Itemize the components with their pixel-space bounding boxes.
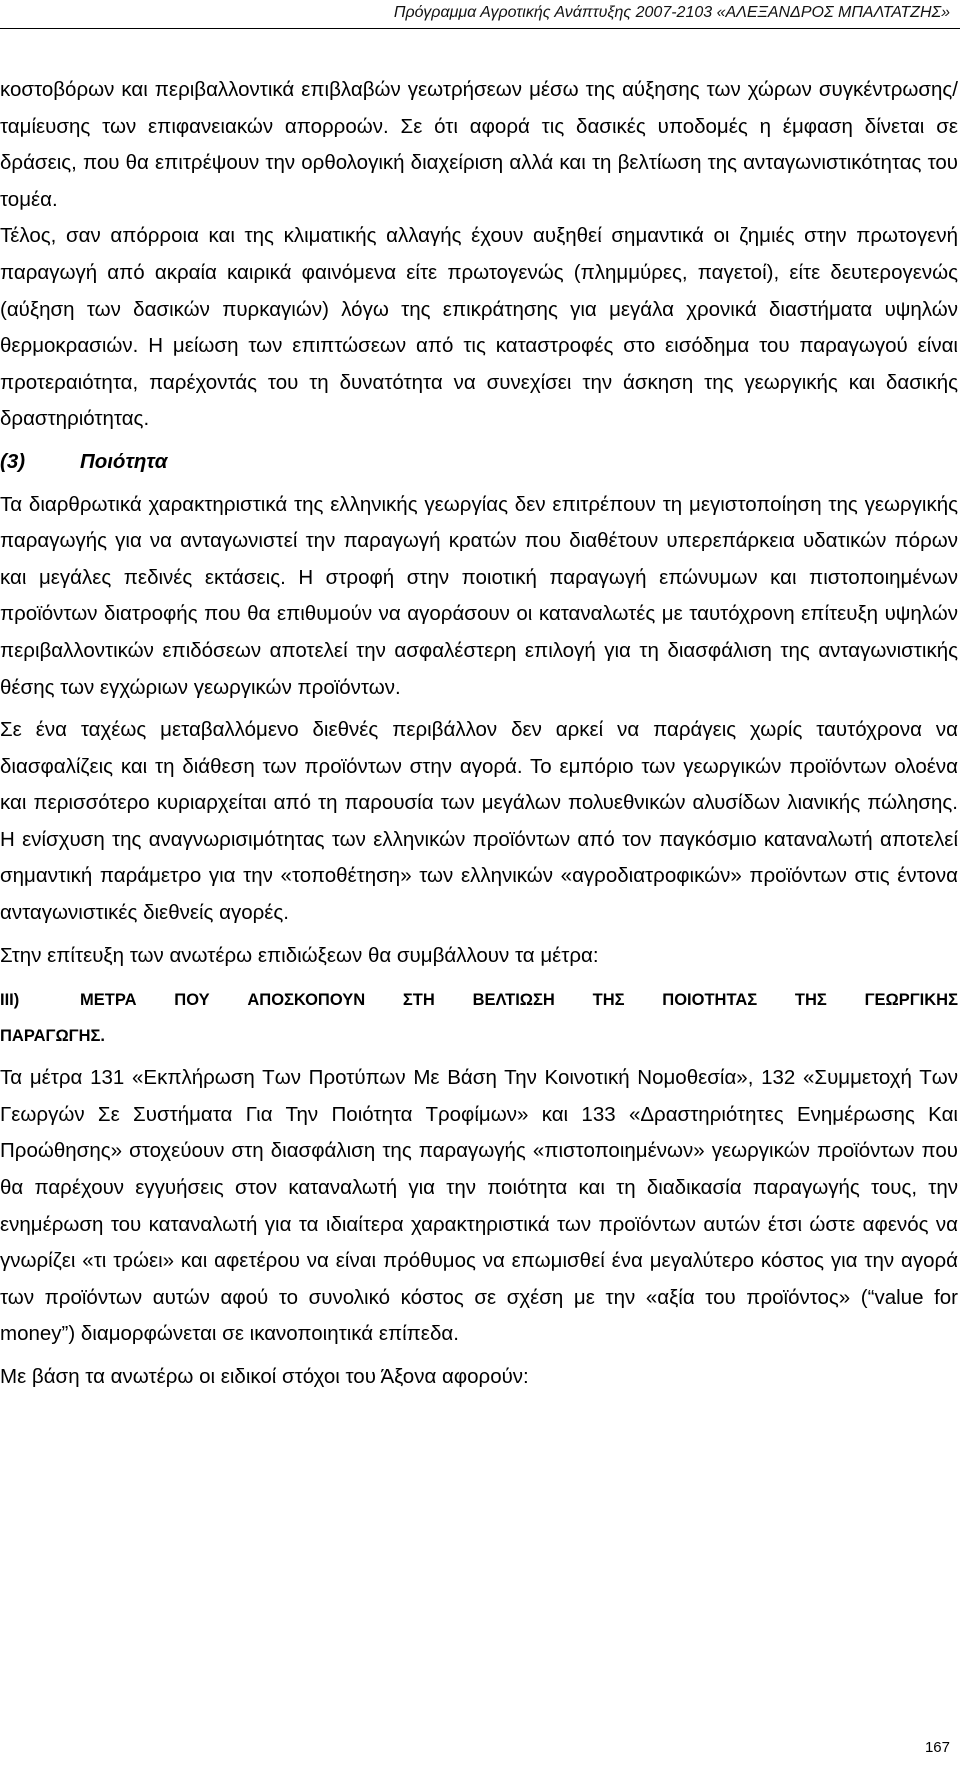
paragraph-irrigation: κοστοβόρων και περιβαλλοντικά επιβλαβών γεωτρήσεων μέσω της αύξησης των χώρων συγκέντρωσης/ ταμίευσης των επιφανειακών απορροών. Σε ότι αφορά τις δασικές υποδομές η έμφαση δίνεται σε δράσεις, που θα επιτρέψουν την ορθολογική διαχείριση αλλά και τη βελτίωση της ανταγωνιστικότητας του τομέα.	[0, 78, 958, 211]
measure-word: ΜΕΤΡΑ	[80, 991, 137, 1010]
measure-word: ΒΕΛΤΙΩΣΗ	[472, 991, 555, 1010]
measure-word: ΤΗΣ	[592, 991, 625, 1010]
paragraph-measures-131-133: Τα μέτρα 131 «Εκπλήρωση Των Προτύπων Με Βάση Την Κοινοτική Νομοθεσία», 132 «Συμμετοχή Των Γεωργών Σε Συστήματα Για Την Ποιότητα Τροφίμων» και 133 «Δραστηριότητες Ενημέρωσης Και Προώθησης» στοχεύουν στη διασφάλιση της παραγωγής «πιστοποιημένων» γεωργικών προϊόντων που θα παρέχουν εγγυήσεις στον καταναλωτή για την ποιότητα και τη διαδικασία παραγωγής τους, την ενημέρωση του καταναλωτή για τα ιδιαίτερα χαρακτηριστικά των προϊόντων αυτών έτσι ώστε αφενός να γνωρίζει «τι τρώει» και αφετέρου να είναι πρόθυμος να επωμισθεί ένα μεγαλύτερο κόστος για την αγορά των προϊόντων αυτών αφού το συνολικό κόστος σε σχέση με την «αξία του προϊόντος» (“value for money”) διαμορφώνεται σε ικανοποιητικά επίπεδα.	[0, 1066, 958, 1346]
section-number: (3)	[0, 449, 26, 473]
measure-word: ΠΟΥ	[174, 991, 210, 1010]
measure-heading	[0, 982, 958, 1054]
measure-label: III)	[0, 991, 20, 1010]
page-number: 167	[924, 1739, 950, 1756]
running-header: Πρόγραμμα Αγροτικής Ανάπτυξης 2007-2103 «ΑΛΕΞΑΝΔΡΟΣ ΜΠΑΛΤΑΤΖΗΣ»	[393, 4, 950, 21]
measure-word: ΑΠΟΣΚΟΠΟΥΝ	[247, 991, 366, 1010]
section-title: Ποιότητα	[80, 449, 168, 473]
measure-title-line2: ΠΑΡΑΓΩΓΗΣ.	[0, 1027, 105, 1046]
measure-word: ΤΗΣ	[794, 991, 827, 1010]
measure-title-line1	[80, 982, 958, 1018]
paragraph-climate: Τέλος, σαν απόρροια και της κλιματικής αλλαγής έχουν αυξηθεί σημαντικά οι ζημιές στην πρωτογενή παραγωγή από ακραία καιρικά φαινόμενα είτε πρωτογενώς (πλημμύρες, παγετοί), είτε δευτερογενώς (αύξηση των δασικών πυρκαγιών) λόγω της επικράτησης για μεγάλα χρονικά διαστήματα υψηλών θερμοκρασιών. Η μείωση των επιπτώσεων από τις καταστροφές στο εισόδημα του παραγωγού είναι προτεραιότητα, παρέχοντάς του τη δυνατότητα να συνεχίσει την άσκηση της γεωργικής και δασικής δραστηριότητας.	[0, 224, 958, 431]
paragraph-measures-intro: Στην επίτευξη των ανωτέρω επιδιώξεων θα συμβάλλουν τα μέτρα:	[0, 943, 599, 967]
measure-word: ΓΕΩΡΓΙΚΗΣ	[864, 991, 958, 1010]
header-rule	[0, 28, 960, 29]
paragraph-axis-objectives: Με βάση τα ανωτέρω οι ειδικοί στόχοι του Άξονα αφορούν:	[0, 1365, 529, 1388]
paragraph-structure: Τα διαρθρωτικά χαρακτηριστικά της ελληνικής γεωργίας δεν επιτρέπουν τη μεγιστοποίηση της γεωργικής παραγωγής για να ανταγωνιστεί την παραγωγή κρατών που διαθέτουν υπερεπάρκεια υδατικών πόρων και μεγάλες πεδινές εκτάσεις. Η στροφή στην ποιοτική παραγωγή επώνυμων και πιστοποιημένων προϊόντων διατροφής που θα επιθυμούν να αγοράσουν οι καταναλωτές με ταυτόχρονη επίτευξη υψηλών περιβαλλοντικών επιδόσεων αποτελεί την ασφαλέστερη επιλογή για τη διασφάλιση της ανταγωνιστικής θέσης των εγχώριων γεωργικών προϊόντων.	[0, 492, 958, 699]
measure-word: ΠΟΙΟΤΗΤΑΣ	[662, 991, 758, 1010]
paragraph-market: Σε ένα ταχέως μεταβαλλόμενο διεθνές περιβάλλον δεν αρκεί να παράγεις χωρίς ταυτόχρονα να διασφαλίζεις και τη διάθεση των προϊόντων στην αγορά. Το εμπόριο των γεωργικών προϊόντων ολοένα και περισσότερο κυριαρχείται από τη παρουσία των μεγάλων πολυεθνικών αλυσίδων λιανικής πώλησης. Η ενίσχυση της αναγνωρισιμότητας των ελληνικών προϊόντων από τον παγκόσμιο καταναλωτή αποτελεί σημαντική παράμετρο για την «τοποθέτηση» των ελληνικών «αγροδιατροφικών» προϊόντων στις έντονα ανταγωνιστικές διεθνείς αγορές.	[0, 718, 958, 925]
measure-word: ΣΤΗ	[402, 991, 435, 1010]
document-body	[0, 72, 958, 1396]
section-heading-quality	[0, 444, 958, 481]
